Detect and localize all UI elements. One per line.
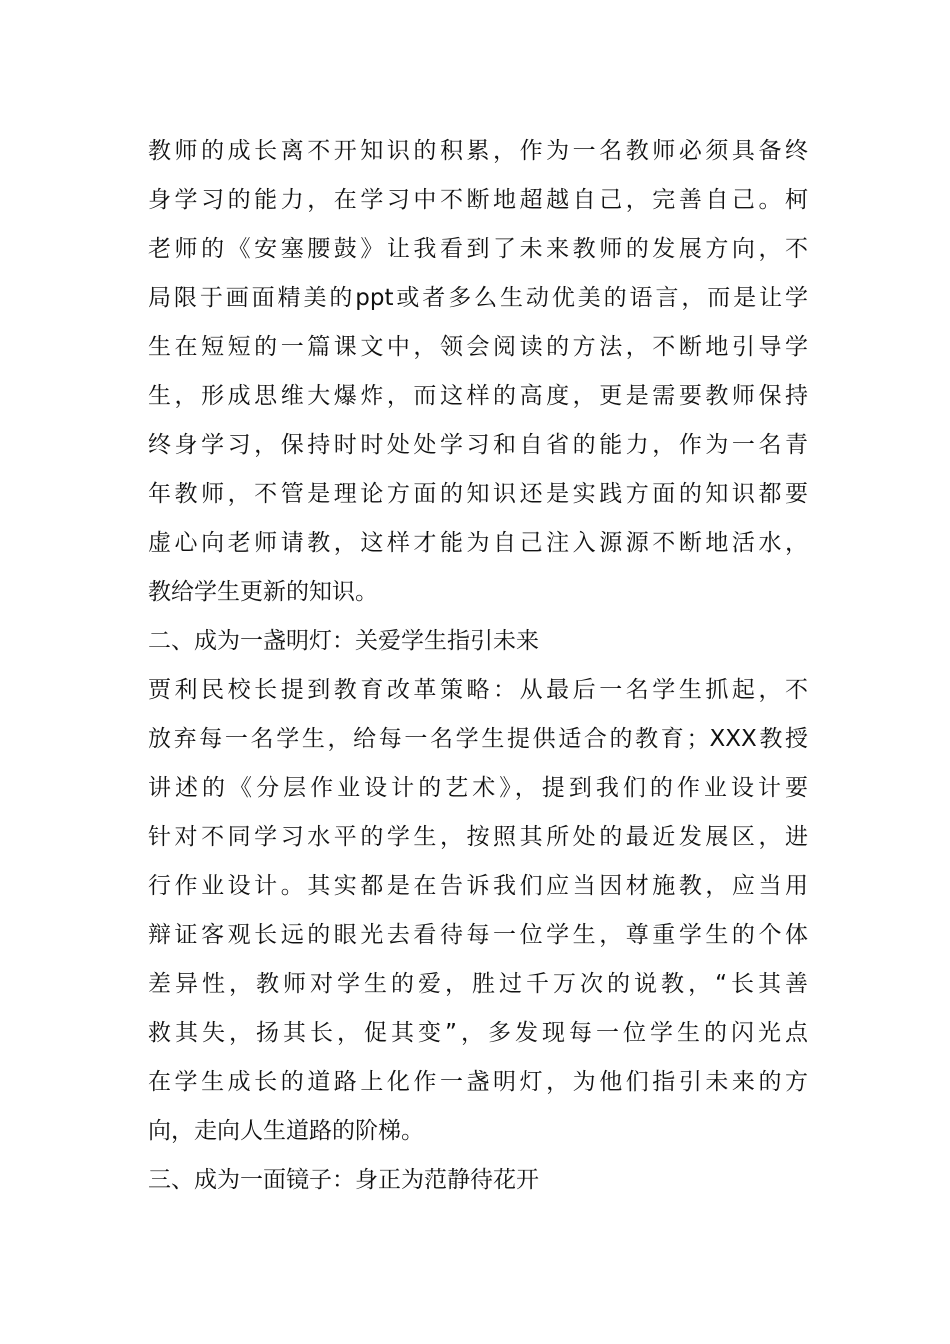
section-heading: 三、成为一面镜子：身正为范静待花开 — [148, 1167, 539, 1193]
text-line: 教师的成长离不开知识的积累，作为一名教师必须具备终 — [148, 138, 808, 164]
text-line: 贾利民校长提到教育改革策略：从最后一名学生抓起，不 — [148, 677, 808, 703]
text-line: 虚心向老师请教，这样才能为自己注入源源不断地活水， — [148, 530, 808, 556]
text-line: 终身学习，保持时时处处学习和自省的能力，作为一名青 — [148, 432, 808, 458]
text-line: 在学生成长的道路上化作一盏明灯，为他们指引未来的方 — [148, 1069, 808, 1095]
text-line: 教给学生更新的知识。 — [148, 579, 378, 605]
text-line: 辩证客观长远的眼光去看待每一位学生，尊重学生的个体 — [148, 922, 808, 948]
text-line: 年教师，不管是理论方面的知识还是实践方面的知识都要 — [148, 481, 808, 507]
text-line: 局限于画面精美的ppt或者多么生动优美的语言，而是让学 — [148, 285, 808, 311]
text-line: 针对不同学习水平的学生，按照其所处的最近发展区，进 — [148, 824, 808, 850]
text-line: 放弃每一名学生，给每一名学生提供适合的教育；XXX教授 — [148, 726, 808, 752]
text-line: 生，形成思维大爆炸，而这样的高度，更是需要教师保持 — [148, 383, 808, 409]
text-line: 身学习的能力，在学习中不断地超越自己，完善自己。柯 — [148, 187, 808, 213]
section-heading: 二、成为一盏明灯：关爱学生指引未来 — [148, 628, 539, 654]
text-line: 行作业设计。其实都是在告诉我们应当因材施教，应当用 — [148, 873, 808, 899]
text-line: 救其失，扬其长，促其变”，多发现每一位学生的闪光点 — [148, 1020, 808, 1046]
text-line: 生在短短的一篇课文中，领会阅读的方法，不断地引导学 — [148, 334, 808, 360]
text-line: 老师的《安塞腰鼓》让我看到了未来教师的发展方向，不 — [148, 236, 808, 262]
text-line: 向，走向人生道路的阶梯。 — [148, 1118, 424, 1144]
text-line: 讲述的《分层作业设计的艺术》，提到我们的作业设计要 — [148, 775, 808, 801]
text-line: 差异性，教师对学生的爱，胜过千万次的说教，“长其善 — [148, 971, 808, 997]
